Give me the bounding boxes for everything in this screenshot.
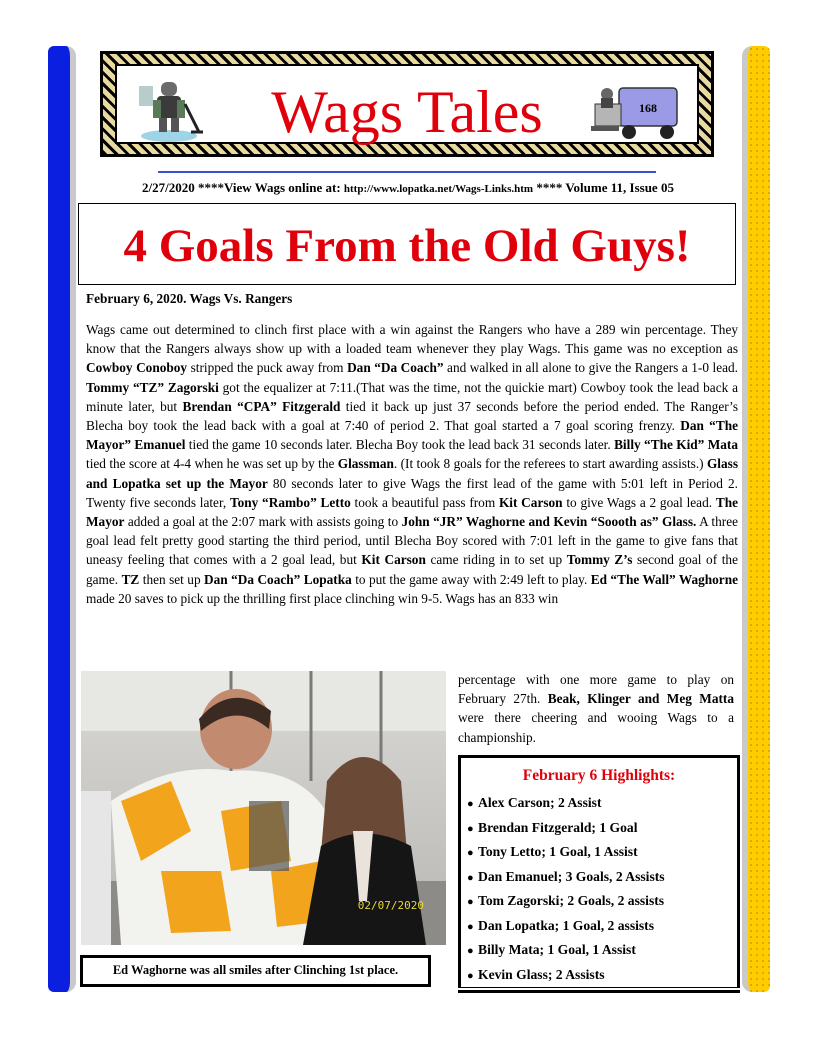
story-text: percentage with one more game to play on February 27th.	[458, 672, 734, 707]
highlight-text: Tom Zagorski; 2 Goals, 2 assists	[478, 893, 665, 908]
list-item	[467, 842, 665, 867]
info-volume-suffix: **** Volume 11, Issue 05	[533, 180, 674, 195]
story-name: Dan “The Mayor” Emanuel	[86, 418, 738, 453]
highlights-box	[458, 755, 740, 987]
story-text: then set up	[139, 571, 205, 587]
story-name: Tommy Z’s	[566, 552, 633, 568]
story-text: got the equalizer at 7:11.(That was the time, not the quickie mart) Cowboy took the lead back a minute later, but	[86, 379, 738, 414]
story-text: to put the game away with 2:49 left to play.	[351, 571, 591, 587]
story-text: made 20 saves to pick up the thrilling first place clinching win 9-5. Wags has an 833 win	[86, 590, 559, 606]
highlight-text: Dan Lopatka; 1 Goal, 2 assists	[478, 917, 654, 933]
list-item	[467, 940, 665, 965]
story-text: to give Wags a 2 goal lead.	[562, 494, 716, 510]
story-name: Beak, Klinger and Meg Matta	[547, 691, 734, 707]
highlight-text: Alex Carson; 2 Assist	[478, 795, 602, 810]
highlights-box-bottom-rule	[458, 987, 740, 993]
list-item	[467, 965, 665, 990]
website-link[interactable]: http://www.lopatka.net/Wags-Links.htm	[343, 183, 534, 195]
headline-box	[78, 203, 736, 285]
story-text: were there cheering and wooing Wags to a championship.	[458, 710, 734, 745]
story-text: second goal of the game.	[86, 552, 738, 587]
story-name: Glassman	[337, 456, 394, 472]
divider-line	[158, 171, 656, 173]
story-text: came riding in to set up	[425, 552, 567, 568]
issue-number: 168	[639, 101, 657, 115]
newsletter-title: Wags Tales	[271, 79, 543, 145]
masthead	[100, 51, 714, 157]
story-name: Kit Carson	[361, 552, 426, 568]
list-item	[467, 818, 665, 843]
story-text: 80 seconds later to give Wags the first lead of the game with 5:01 left in Period 2. Twenty five seconds later,	[86, 475, 738, 510]
story-name: Billy “The Kid” Mata	[614, 437, 738, 453]
story-text: and walked in all alone to give the Rangers a 1-0 lead.	[443, 360, 738, 376]
highlight-text: Tony Letto; 1 Goal, 1 Assist	[478, 844, 638, 859]
highlight-text: Billy Mata; 1 Goal, 1 Assist	[478, 942, 636, 957]
article-body-continued	[458, 670, 734, 747]
bullet-icon: ●	[467, 871, 474, 884]
story-name: Ed “The Wall” Waghorne	[590, 571, 738, 587]
list-item	[467, 891, 665, 916]
bullet-icon: ●	[467, 847, 474, 859]
team-photo	[81, 671, 446, 945]
list-item	[467, 867, 665, 892]
list-item	[467, 793, 665, 818]
story-text: took a beautiful pass from	[350, 494, 499, 510]
photo-date-stamp: 02/07/2020	[357, 899, 424, 912]
article-dateline: February 6, 2020. Wags Vs. Rangers	[86, 291, 293, 306]
story-name: Brendan “CPA” Fitzgerald	[182, 398, 341, 414]
story-text: stripped the puck away from	[187, 360, 348, 376]
story-name: Glass and Lopatka set up the Mayor	[86, 456, 738, 491]
story-text: A three goal lead felt pretty good starting the third period, until Blecha Boy scored with 7:01 left in the game to give fans that uneasy feeling that comes with a 2 goal lead, but	[86, 514, 738, 568]
zamboni-icon	[589, 74, 683, 144]
info-date-prefix: 2/27/2020 ****View Wags online at:	[142, 180, 344, 195]
story-name: John “JR” Waghorne and Kevin “Soooth as” Glass.	[401, 514, 697, 530]
story-text: Wags came out determined to clinch first place with a win against the Rangers who have a 289 win percentage. They know that the Rangers always show up with a loaded team whenever they play Wags. This game was no exception as	[86, 322, 738, 357]
story-text: added a goal at the 2:07 mark with assists going to	[124, 514, 402, 530]
bullet-icon: ●	[467, 945, 474, 957]
story-text: tied the score at 4-4 when he was set up by the	[86, 456, 338, 472]
story-name: The Mayor	[86, 494, 739, 530]
story-text: tied it back up just 37 seconds before the period ended. The Ranger’s Blecha boy took the lead back with a goal at 7:40 of period 2. That goal started a 7 goal scoring frenzy.	[86, 398, 739, 434]
bullet-icon: ●	[467, 969, 474, 982]
bullet-icon: ●	[467, 896, 474, 908]
photo-caption-box	[80, 955, 431, 987]
story-text: tied the game 10 seconds later. Blecha Boy took the lead back 31 seconds later.	[185, 437, 615, 453]
list-item	[467, 916, 665, 941]
info-line	[0, 180, 816, 196]
highlights-list	[467, 793, 665, 989]
story-name: Tony “Rambo” Letto	[229, 494, 351, 510]
masthead-panel	[115, 64, 699, 144]
bullet-icon: ●	[467, 822, 474, 835]
highlight-text: Brendan Fitzgerald; 1 Goal	[478, 819, 638, 835]
bullet-icon: ●	[467, 798, 474, 810]
story-text: . (It took 8 goals for the referees to start awarding assists.)	[393, 456, 707, 472]
highlights-title: February 6 Highlights:	[522, 767, 676, 784]
story-name: Cowboy Conoboy	[86, 360, 188, 376]
highlight-text: Kevin Glass; 2 Assists	[478, 966, 605, 982]
bullet-icon: ●	[467, 920, 474, 933]
story-name: Dan “Da Coach” Lopatka	[204, 571, 352, 587]
highlight-text: Dan Emanuel; 3 Goals, 2 Assists	[478, 868, 665, 884]
story-name: TZ	[121, 571, 140, 587]
headline: 4 Goals From the Old Guys!	[123, 220, 691, 272]
photo-caption: Ed Waghorne was all smiles after Clinching 1st place.	[112, 963, 399, 977]
story-name: Dan “Da Coach”	[347, 360, 444, 376]
article-body	[86, 320, 738, 608]
story-name: Kit Carson	[498, 494, 563, 510]
story-name: Tommy “TZ” Zagorski	[86, 379, 219, 395]
